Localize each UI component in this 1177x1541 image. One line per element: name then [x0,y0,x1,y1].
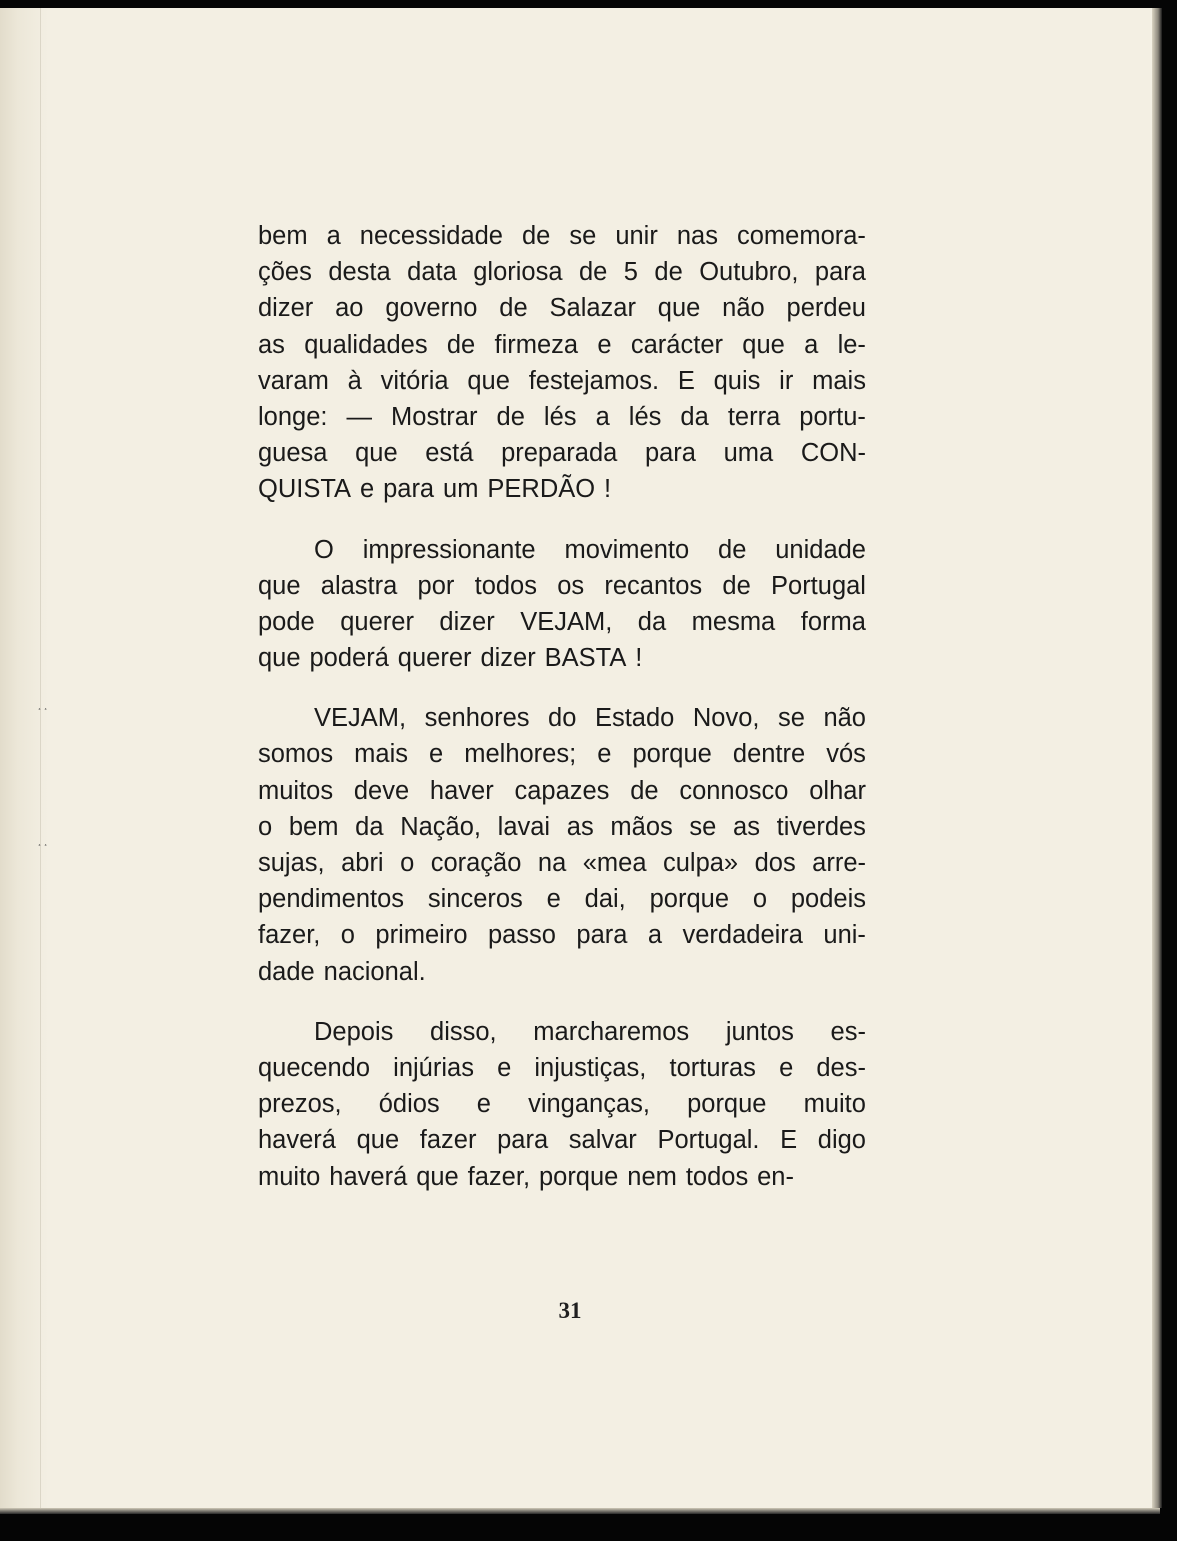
text-line: haverá que fazer para salvar Portugal. E digo [258,1126,866,1155]
text-line: dade nacional. [258,957,426,986]
paragraph [258,532,866,677]
text-line: que poderá querer dizer BASTA ! [258,644,643,673]
text-line: pendimentos sinceros e dai, porque o podeis [258,885,866,914]
text-line: muitos deve haver capazes de connosco olhar [258,776,866,805]
paragraph-gap [258,676,866,700]
paragraph-gap [258,508,866,532]
text-line: O impressionante movimento de unidade [314,535,866,564]
paragraph-gap [258,990,866,1014]
text-line: bem a necessidade de se unir nas comemora- [258,222,866,250]
binding-mark: ¸ ¸ [38,836,48,847]
text-line: guesa que está preparada para uma CON- [258,439,866,468]
text-line: ções desta data gloriosa de 5 de Outubro, para [258,258,866,287]
page-edge-bottom [0,1508,1160,1514]
text-line: Depois disso, marcharemos juntos es- [314,1017,866,1046]
text-line: VEJAM, senhores do Estado Novo, se não [314,704,866,733]
paragraph [258,1014,866,1195]
text-line: dizer ao governo de Salazar que não perdeu [258,294,866,323]
text-line: sujas, abri o coração na «mea culpa» dos arre- [258,849,866,877]
text-line: longe: — Mostrar de lés a lés da terra portu- [258,402,866,431]
text-line: o bem da Nação, lavai as mãos se as tiverdes [258,812,866,841]
text-line: quecendo injúrias e injustiças, torturas e des- [258,1053,866,1082]
paragraph [258,700,866,990]
text-line: fazer, o primeiro passo para a verdadeira uni- [258,921,866,950]
paragraph [258,218,866,508]
body-text [258,218,866,1195]
text-line: muito haverá que fazer, porque nem todos en- [258,1162,794,1191]
binding-mark: ¸ ¸ [38,700,48,711]
page-edge-right [1152,8,1162,1508]
page-number: 31 [558,1298,582,1323]
text-line: somos mais e melhores; e porque dentre vós [258,740,866,769]
text-line: varam à vitória que festejamos. E quis ir mais [258,366,866,395]
text-line: QUISTA e para um PERDÃO ! [258,475,612,504]
text-line: que alastra por todos os recantos de Portugal [258,571,866,600]
binding-gutter [40,8,41,1508]
text-line: prezos, ódios e vinganças, porque muito [258,1090,866,1119]
text-line: as qualidades de firmeza e carácter que a le- [258,330,866,359]
text-line: pode querer dizer VEJAM, da mesma forma [258,607,866,636]
